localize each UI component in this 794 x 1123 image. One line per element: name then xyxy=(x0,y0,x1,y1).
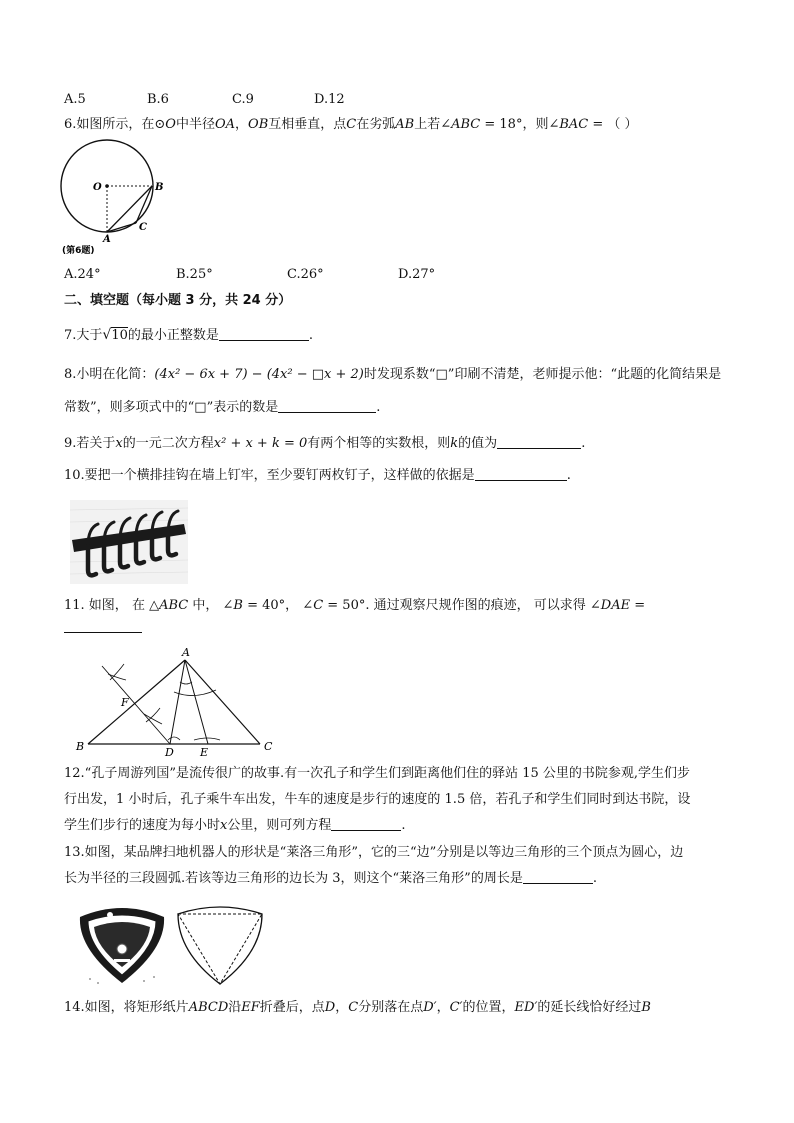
q6-circle-figure xyxy=(60,138,170,256)
q5-option-a: A.5 xyxy=(64,92,86,107)
q6-stem: 6.如图所示，在⊙O中半径OA，OB互相垂直，点C在劣弧AB上若∠ABC = 18°，则∠BAC = （ ） xyxy=(64,117,638,132)
q6-option-d: D.27° xyxy=(398,267,436,282)
q8-stem-line1: 8.小明在化简：(4x² − 6x + 7) − (4x² − □x + 2)时发现系数“□”印刷不清楚，老师提示他：“此题的化简结果是 xyxy=(64,367,722,382)
q12-answer-blank xyxy=(331,818,401,831)
q10-hook-rack-picture xyxy=(70,500,188,584)
q11-stem: 11. 如图， 在 △ABC 中， ∠B = 40°， ∠C = 50°. 通过观察尺规作图的痕迹， 可以求得 ∠DAE = xyxy=(64,598,646,613)
q6-option-c: C.26° xyxy=(287,267,324,282)
q13-answer-blank xyxy=(523,871,593,884)
q6-label-b: B xyxy=(155,182,164,193)
q5-option-c: C.9 xyxy=(232,92,254,107)
q9-stem: 9.若关于x的一元二次方程x² + x + k = 0有两个相等的实数根，则k的值为 . xyxy=(64,436,586,451)
section-2-title: 二、填空题（每小题 3 分，共 24 分） xyxy=(64,293,292,308)
q6-figure-caption: (第6题) xyxy=(62,246,95,256)
q5-option-b: B.6 xyxy=(147,92,169,107)
q5-option-d: D.12 xyxy=(314,92,345,107)
q7-answer-blank xyxy=(219,328,309,341)
q11-label-a: A xyxy=(182,646,190,659)
q13-line1: 13.如图，某品牌扫地机器人的形状是“莱洛三角形”，它的三“边”分别是以等边三角形的三个顶点为圆心，边 xyxy=(64,845,684,860)
q9-answer-blank xyxy=(497,436,581,449)
q7-stem: 7.大于√10的最小正整数是 . xyxy=(64,327,314,343)
q6-label-o: O xyxy=(93,182,102,193)
q12-line3: 学生们步行的速度为每小时x公里，则可列方程 . xyxy=(64,818,406,833)
q10-answer-blank xyxy=(475,468,567,481)
q6-option-a: A.24° xyxy=(64,267,101,282)
q8-stem-line2: 常数”，则多项式中的“□”表示的数是 . xyxy=(64,400,381,415)
q13-robot-picture xyxy=(74,905,170,987)
q11-label-c: C xyxy=(264,740,273,753)
q14-stem: 14.如图，将矩形纸片ABCD沿EF折叠后，点D，C分别落在点D′，C′的位置，ED′的延长线恰好经过B xyxy=(64,1000,651,1015)
q6-option-b: B.25° xyxy=(176,267,213,282)
q11-label-e: E xyxy=(200,746,209,759)
q6-label-a: A xyxy=(103,234,111,245)
q13-line2: 长为半径的三段圆弧.若该等边三角形的边长为 3，则这个“莱洛三角形”的周长是 . xyxy=(64,871,597,886)
q11-label-f: F xyxy=(121,696,129,709)
q6-label-c: C xyxy=(139,222,147,233)
q13-reuleaux-triangle xyxy=(172,904,268,988)
q11-label-b: B xyxy=(76,740,85,753)
q11-answer-line xyxy=(64,620,142,636)
q8-answer-blank xyxy=(278,400,376,413)
q12-line2: 行出发，1 小时后，孔子乘牛车出发，牛车的速度是步行的速度的 1.5 倍，若孔子和学生们同时到达书院，设 xyxy=(64,792,691,807)
q11-label-d: D xyxy=(165,746,174,759)
q11-triangle-figure xyxy=(70,644,280,759)
q11-answer-blank xyxy=(64,620,142,633)
q12-line1: 12.“孔子周游列国”是流传很广的故事.有一次孔子和学生们到距离他们住的驿站 15 公里的书院参观,学生们步 xyxy=(64,766,691,781)
q10-stem: 10.要把一个横排挂钩在墙上钉牢，至少要钉两枚钉子，这样做的依据是 . xyxy=(64,468,571,483)
